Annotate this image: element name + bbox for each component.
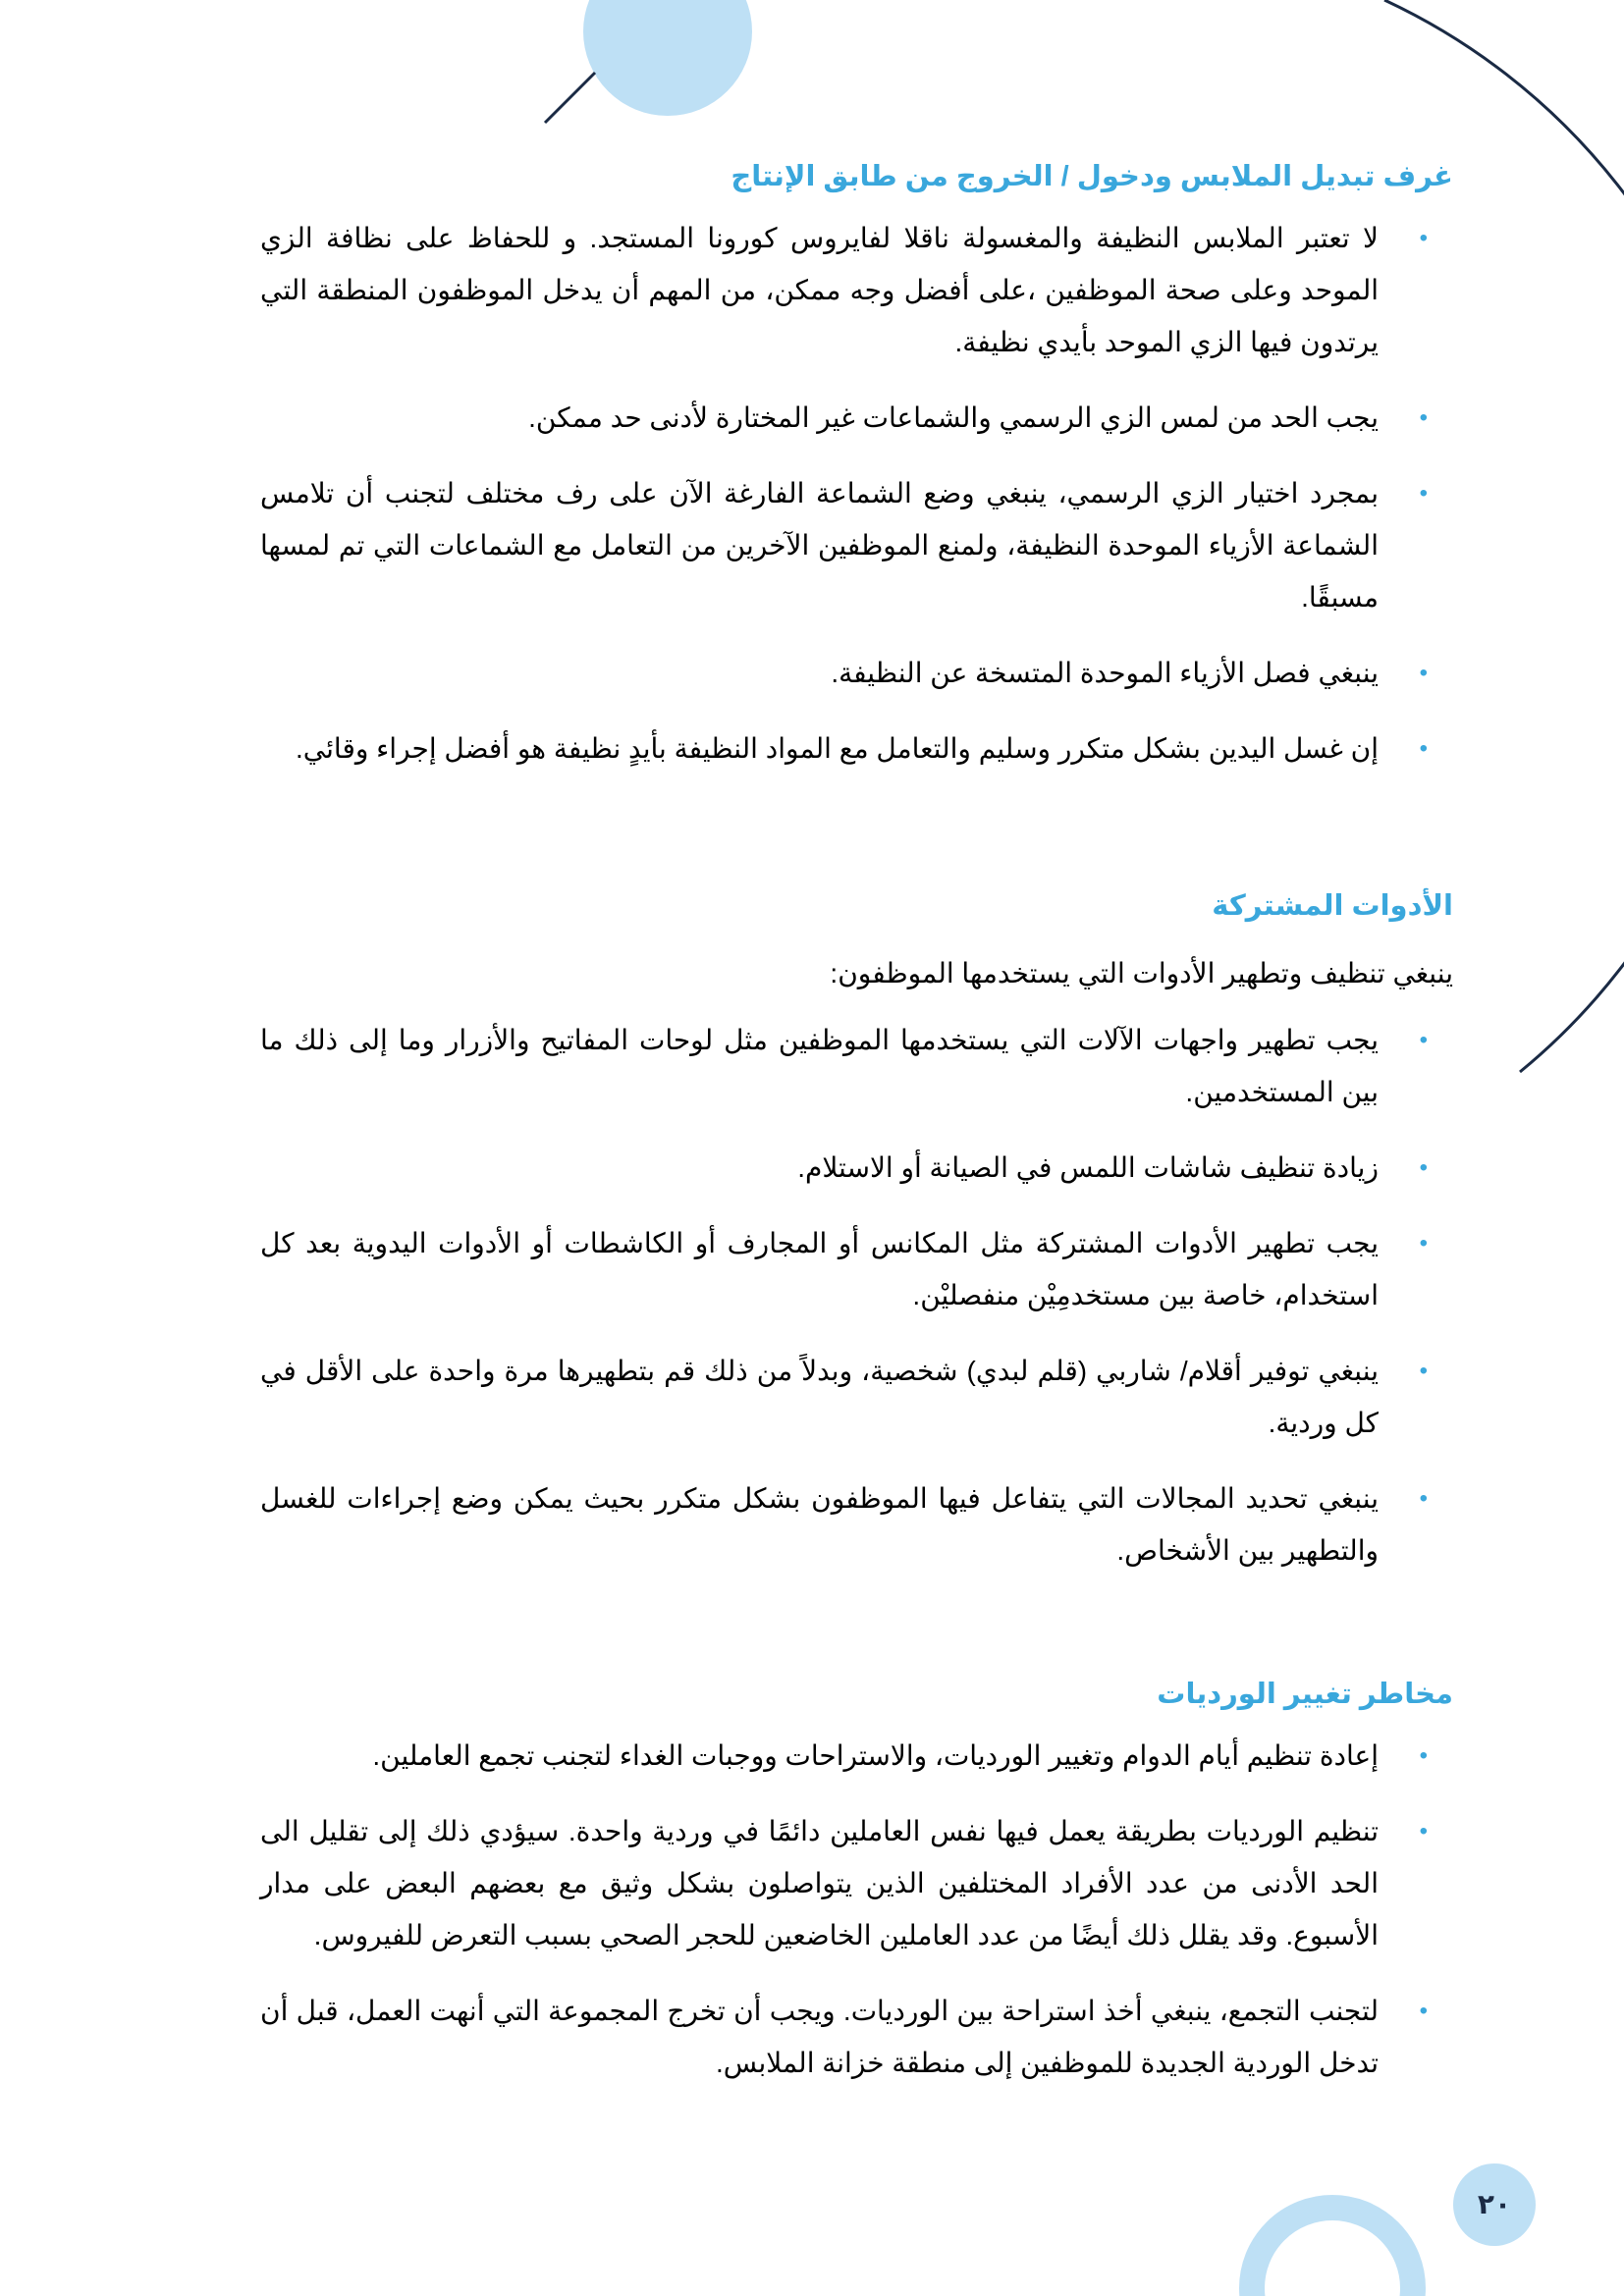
- section-heading-changing-rooms: غرف تبديل الملابس ودخول / الخروج من طابق الإنتاج: [731, 161, 1453, 192]
- bullet-icon: •: [1419, 1154, 1428, 1181]
- bullet-icon: •: [1419, 404, 1428, 431]
- bullet-icon: •: [1419, 1818, 1428, 1844]
- bullet-icon: •: [1419, 660, 1428, 686]
- bullet-icon: •: [1419, 1230, 1428, 1256]
- section-heading-shift-risks: مخاطر تغيير الورديات: [1157, 1679, 1453, 1710]
- bullet-icon: •: [1419, 1998, 1428, 2024]
- bullet-icon: •: [1419, 480, 1428, 507]
- list-item: • بمجرد اختيار الزي الرسمي، ينبغي وضع الشماعة الفارغة الآن على رف مختلف لتجنب أن تلامس الشماعة الأزياء الموحدة النظيفة، ولمنع الموظفين الآخرين من التعامل مع الشماعات التي تم لمسها مسبقًا.: [187, 467, 1453, 623]
- list-item: • إن غسل اليدين بشكل متكرر وسليم والتعامل مع المواد النظيفة بأيدٍ نظيفة هو أفضل إجراء وقائي.: [187, 722, 1453, 774]
- changing-rooms-bullet-list: [187, 212, 1453, 774]
- list-item: • إعادة تنظيم أيام الدوام وتغيير الورديات، والاستراحات ووجبات الغداء لتجنب تجمع العاملين.: [187, 1730, 1453, 1782]
- bullet-icon: •: [1419, 1358, 1428, 1384]
- shared-tools-intro: ينبغي تنظيف وتطهير الأدوات التي يستخدمها الموظفون:: [830, 958, 1453, 988]
- top-decorative-line: [545, 73, 595, 123]
- shift-risks-bullet-list: [187, 1730, 1453, 2089]
- list-item: • ينبغي تحديد المجالات التي يتفاعل فيها الموظفون بشكل متكرر بحيث يمكن وضع إجراءات للغسل والتطهير بين الأشخاص.: [187, 1472, 1453, 1576]
- list-item: • زيادة تنظيف شاشات اللمس في الصيانة أو الاستلام.: [187, 1142, 1453, 1194]
- bullet-icon: •: [1419, 1485, 1428, 1512]
- bullet-icon: •: [1419, 1742, 1428, 1769]
- list-item: • ينبغي فصل الأزياء الموحدة المتسخة عن النظيفة.: [187, 647, 1453, 699]
- bullet-icon: •: [1419, 1027, 1428, 1053]
- bottom-decorative-ring: [1252, 2208, 1413, 2296]
- list-item: • ينبغي توفير أقلام/ شاربي (قلم لبدي) شخصية، وبدلاً من ذلك قم بتطهيرها مرة واحدة على الأقل في كل وردية.: [187, 1345, 1453, 1449]
- page-number: ٢٠: [1453, 2163, 1536, 2246]
- list-item: • تنظيم الورديات بطريقة يعمل فيها نفس العاملين دائمًا في وردية واحدة. سيؤدي ذلك إلى تقليل الى الحد الأدنى من عدد الأفراد المختلفين الذين يتواصلون بشكل وثيق مع بعضهم البعض على مدار الأسبوع. وقد يقلل ذلك أيضًا من عدد العاملين الخاضعين للحجر الصحي بسبب التعرض للفيروس.: [187, 1805, 1453, 1961]
- document-body: [187, 157, 1453, 2112]
- list-item: • لتجنب التجمع، ينبغي أخذ استراحة بين الورديات. ويجب أن تخرج المجموعة التي أنهت العمل، قبل أن تدخل الوردية الجديدة للموظفين إلى منطقة خزانة الملابس.: [187, 1985, 1453, 2089]
- shared-tools-bullet-list: [187, 1014, 1453, 1576]
- top-decorative-circle: [583, 0, 752, 116]
- list-item: • لا تعتبر الملابس النظيفة والمغسولة ناقلا لفايروس كورونا المستجد. و للحفاظ على نظافة الزي الموحد وعلى صحة الموظفين ،على أفضل وجه ممكن، من المهم أن يدخل الموظفون المنطقة التي يرتدون فيها الزي الموحد بأيدي نظيفة.: [187, 212, 1453, 368]
- list-item: • يجب تطهير واجهات الآلات التي يستخدمها الموظفين مثل لوحات المفاتيح والأزرار وما إلى ذلك ما بين المستخدمين.: [187, 1014, 1453, 1118]
- bullet-icon: •: [1419, 735, 1428, 762]
- list-item: • يجب الحد من لمس الزي الرسمي والشماعات غير المختارة لأدنى حد ممكن.: [187, 392, 1453, 444]
- section-heading-shared-tools: الأدوات المشتركة: [1212, 890, 1453, 922]
- list-item: • يجب تطهير الأدوات المشتركة مثل المكانس أو المجارف أو الكاشطات أو الأدوات اليدوية بعد كل استخدام، خاصة بين مستخدمِيْن منفصليْن.: [187, 1217, 1453, 1321]
- bullet-icon: •: [1419, 225, 1428, 251]
